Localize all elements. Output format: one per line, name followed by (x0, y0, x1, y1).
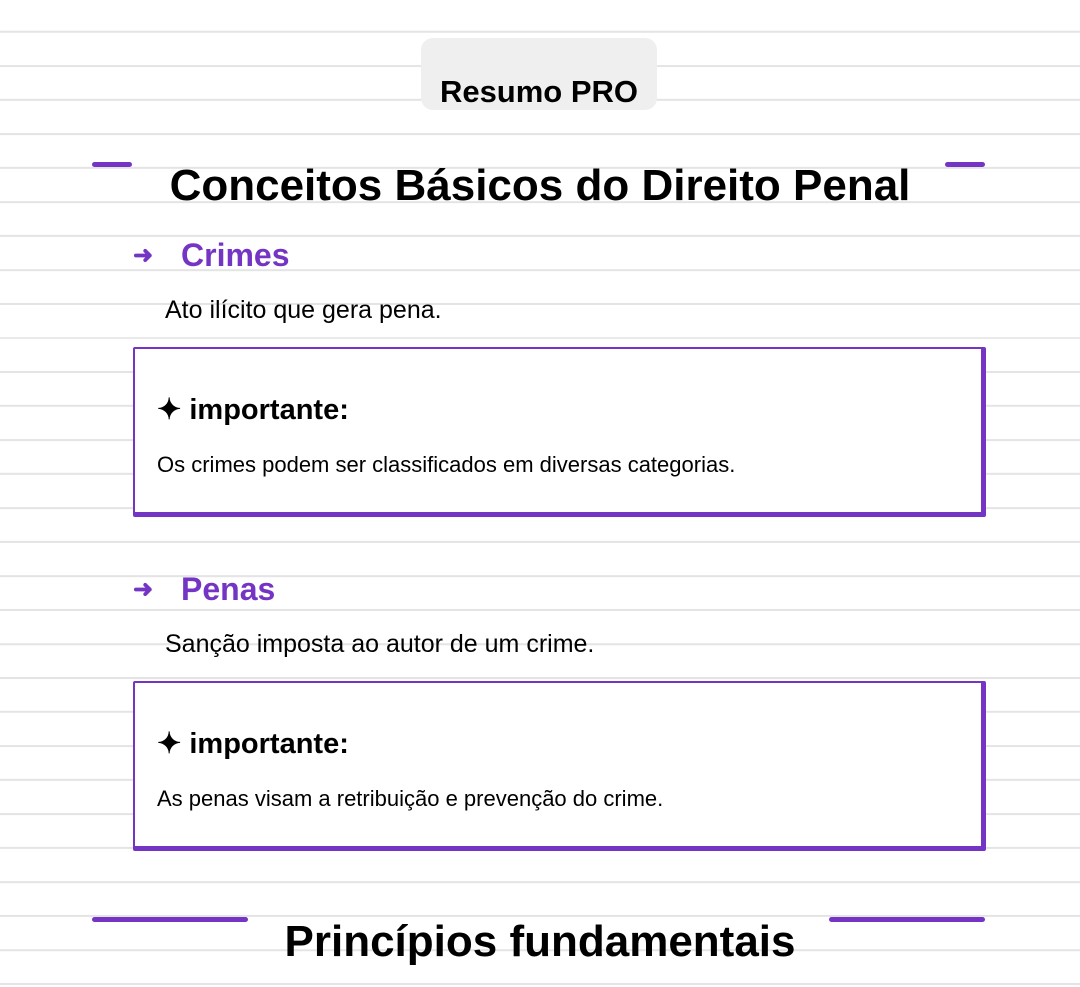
callout-title (157, 394, 349, 426)
callout-box (133, 347, 986, 517)
callout-title (157, 728, 349, 760)
section-title: Princípios fundamentais (284, 917, 796, 966)
callout-body: Os crimes podem ser classificados em diversas categorias. (157, 452, 736, 477)
arrow-right-icon: ➜ (133, 575, 154, 603)
topic-heading-row (133, 235, 290, 275)
badge-label: Resumo PRO (439, 74, 639, 109)
topic-description: Sanção imposta ao autor de um crime. (165, 630, 595, 658)
callout-box (133, 681, 986, 851)
topic-description: Ato ilícito que gera pena. (165, 296, 442, 324)
topic-heading-row (133, 569, 275, 609)
title-badge (421, 38, 657, 110)
sparkle-icon: ✦ (157, 728, 182, 760)
callout-title-text: importante: (189, 394, 349, 426)
topic-heading: Penas (181, 570, 276, 607)
callout-title-text: importante: (189, 728, 349, 760)
topic-heading: Crimes (181, 236, 290, 273)
section-title: Conceitos Básicos do Direito Penal (169, 161, 911, 210)
sparkle-icon: ✦ (157, 394, 182, 426)
callout-body: As penas visam a retribuição e prevenção do crime. (157, 786, 664, 811)
arrow-right-icon: ➜ (133, 241, 154, 269)
